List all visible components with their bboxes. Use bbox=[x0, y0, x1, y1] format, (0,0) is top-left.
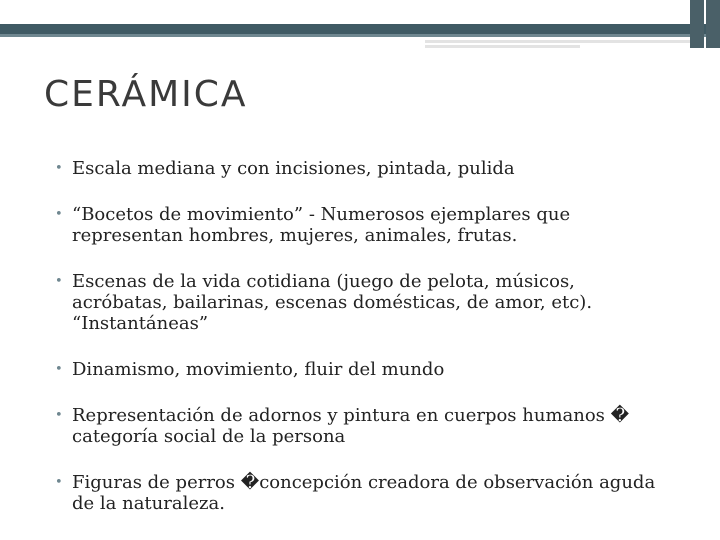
bullet-list bbox=[55, 158, 675, 539]
corner-block-right bbox=[706, 0, 720, 48]
bullet-item bbox=[55, 405, 675, 447]
bullet-item bbox=[55, 158, 675, 179]
header-accent-line bbox=[425, 40, 695, 43]
bullet-marker: • bbox=[55, 207, 63, 222]
header-bar bbox=[0, 24, 720, 34]
bullet-text: “Bocetos de movimiento” - Numerosos ejemplares que representan hombres, mujeres, animales, frutas. bbox=[72, 204, 571, 246]
bullet-marker: • bbox=[55, 362, 63, 377]
bullet-marker: • bbox=[55, 274, 63, 289]
slide-title: CERÁMICA bbox=[44, 74, 248, 115]
bullet-marker: • bbox=[55, 475, 63, 490]
header-line bbox=[0, 34, 720, 37]
header-accent-line-short bbox=[425, 45, 580, 48]
bullet-text: Escenas de la vida cotidiana (juego de pelota, músicos, acróbatas, bailarinas, escenas domésticas, de amor, etc). “Instantáneas” bbox=[72, 271, 593, 334]
bullet-item bbox=[55, 359, 675, 380]
bullet-text: Escala mediana y con incisiones, pintada, pulida bbox=[72, 158, 515, 179]
bullet-text: Dinamismo, movimiento, fluir del mundo bbox=[72, 359, 445, 380]
bullet-item bbox=[55, 472, 675, 514]
bullet-text: Figuras de perros �concepción creadora de observación aguda de la naturaleza. bbox=[72, 472, 656, 514]
bullet-item bbox=[55, 271, 675, 334]
bullet-marker: • bbox=[55, 408, 63, 423]
corner-block-left bbox=[690, 0, 704, 48]
bullet-text: Representación de adornos y pintura en cuerpos humanos � categoría social de la persona bbox=[72, 405, 630, 447]
bullet-item bbox=[55, 204, 675, 246]
header-band bbox=[0, 0, 720, 24]
bullet-marker: • bbox=[55, 161, 63, 176]
